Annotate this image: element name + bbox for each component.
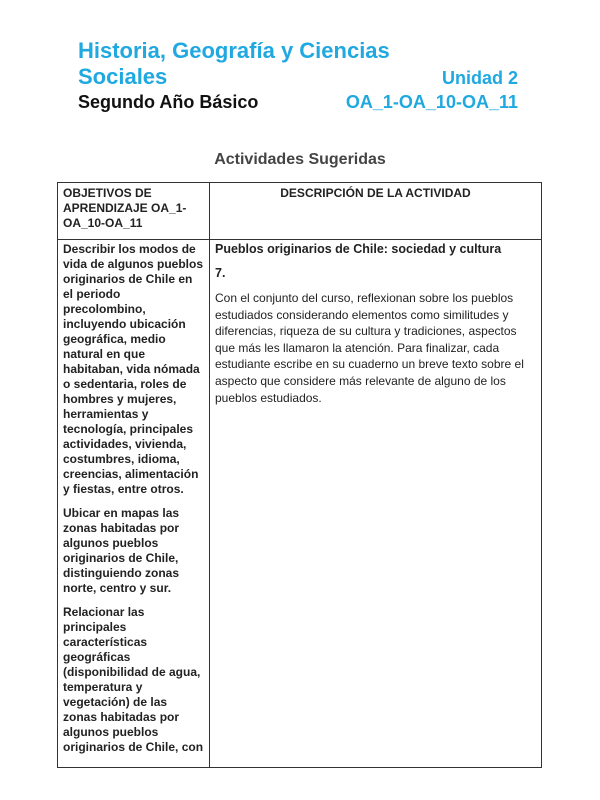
objectives-column-header: OBJETIVOS DE APRENDIZAJE OA_1-OA_10-OA_11	[58, 183, 210, 240]
oa-code-label: OA_1-OA_10-OA_11	[345, 92, 518, 112]
document-header	[78, 38, 522, 113]
subject-unit-row	[78, 64, 522, 90]
activity-title: Pueblos originarios de Chile: sociedad y cultura	[215, 242, 502, 256]
description-column-header: DESCRIPCIÓN DE LA ACTIVIDAD	[210, 183, 542, 240]
objectives-cell	[58, 240, 210, 768]
objective-item: Describir los modos de vida de algunos pueblos originarios de Chile en el periodo precolombino, incluyendo ubicación geográfica, medio natural en que habitaban, vida nómada o sedentaria, roles de hombres y mujeres, herramientas y tecnología, principales actividades, vivienda, costumbres, idioma, creencias, alimentación y fiestas, entre otros.	[63, 242, 204, 496]
grade-label: Segundo Año Básico	[78, 92, 259, 112]
subject-title-line2: Sociales	[78, 64, 168, 89]
objective-item: Ubicar en mapas las zonas habitadas por algunos pueblos originarios de Chile, distinguiendo zonas norte, centro y sur.	[63, 506, 180, 595]
description-cell	[210, 240, 542, 768]
activity-text: Con el conjunto del curso, reflexionan sobre los pueblos estudiados considerando elementos como similitudes y diferencias, riqueza de su cultura y tradiciones, aspectos que más les llamaron la atención. Para finalizar, cada estudiante escribe en su cuaderno un breve texto sobre el aspecto que considere más relevante de alguno de los pueblos estudiados.	[215, 291, 524, 405]
activity-number: 7.	[215, 266, 226, 280]
activities-table	[57, 182, 542, 768]
table-row	[58, 240, 542, 768]
unit-label: Unidad 2	[441, 68, 518, 88]
objective-item: Relacionar las principales características geográficas (disponibilidad de agua, temperatura y vegetación) de las zonas habitadas por algunos pueblos originarios de Chile, con	[63, 605, 204, 754]
section-title: Actividades Sugeridas	[214, 151, 386, 168]
table-header-row	[58, 183, 542, 240]
grade-oa-row	[78, 92, 522, 113]
subject-title-line1: Historia, Geografía y Ciencias	[78, 38, 390, 63]
